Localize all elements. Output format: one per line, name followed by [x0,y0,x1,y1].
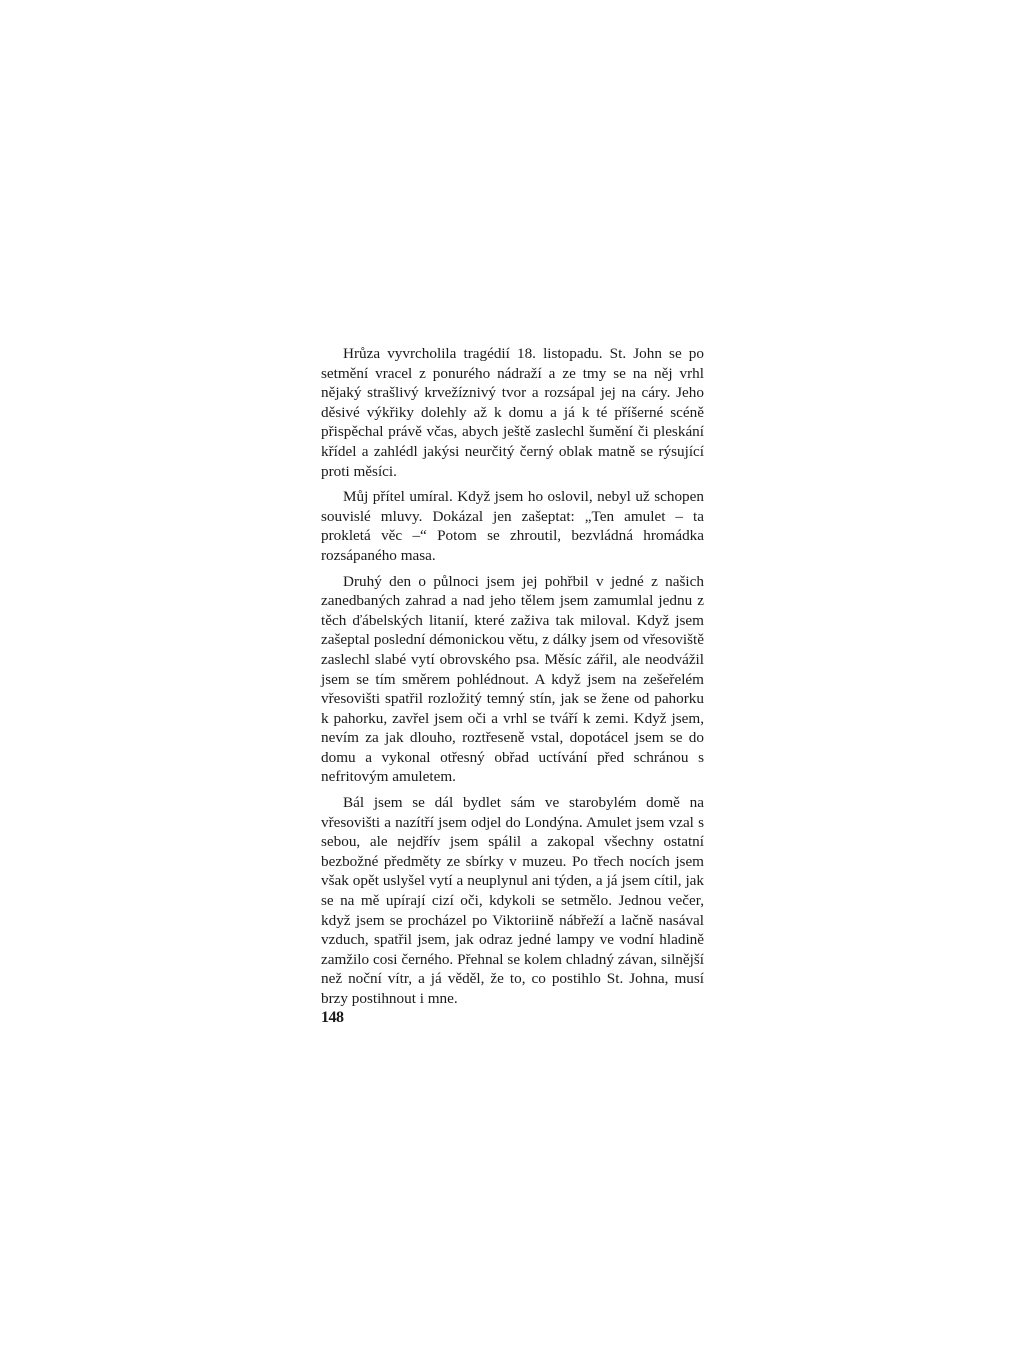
page-number: 148 [321,1009,344,1026]
body-text [321,344,704,1015]
paragraph-1: Hrůza vyvrcholila tragédií 18. listopadu. St. John se po setmění vracel z ponurého nádraží a ze tmy se na něj vrhl nějaký strašlivý krvežíznivý tvor a rozsápal jej na cáry. Jeho děsivé výkřiky dolehly až k domu a já k té příšerné scéně přispěchal právě včas, abych ještě zaslechl šumění či pleskání křídel a zahlédl jakýsi neurčitý černý oblak matně se rýsující proti měsíci. [321,345,704,480]
paragraph-2: Můj přítel umíral. Když jsem ho oslovil, nebyl už schopen souvislé mluvy. Dokázal jen zašeptat: „Ten amulet – ta prokletá věc –“ Potom se zhroutil, bezvládná hromádka rozsápaného masa. [321,488,704,564]
paragraph-3: Druhý den o půlnoci jsem jej pohřbil v jedné z našich zanedbaných zahrad a nad jeho tělem jsem zamumlal jednu z těch ďábelských litanií, které zaživa tak miloval. Když jsem zašeptal poslední démonickou větu, z dálky jsem od vřesoviště zaslechl slabé vytí obrovského psa. Měsíc zářil, ale neodvážil jsem se tím směrem pohlédnout. A když jsem na zešeřelém vřesovišti spatřil rozložitý temný stín, jak se žene od pahorku k pahorku, zavřel jsem oči a vrhl se tváří k zemi. Když jsem, nevím za jak dlouho, roztřeseně vstal, dopotácel jsem se do domu a vykonal otřesný obřad uctívání před schránou s nefritovým amuletem. [321,572,704,786]
paragraph-4: Bál jsem se dál bydlet sám ve starobylém domě na vřesovišti a nazítří jsem odjel do Londýna. Amulet jsem vzal s sebou, ale nejdřív jsem spálil a zakopal všechny ostatní bezbožné předměty ze sbírky v muzeu. Po třech nocích jsem však opět uslyšel vytí a neuplynul ani týden, a já jsem cítil, jak se na mě upírají cizí oči, kdykoli se setmělo. Jednou večer, když jsem se procházel po Viktoriině nábřeží a lačně nasával vzduch, spatřil jsem, jak odraz jedné lampy ve vodní hladině zamžilo cosi černého. Přehnal se kolem chladný závan, silnější než noční vítr, a já věděl, že to, co postihlo St. Johna, musí brzy postihnout i mne. [321,794,704,1007]
